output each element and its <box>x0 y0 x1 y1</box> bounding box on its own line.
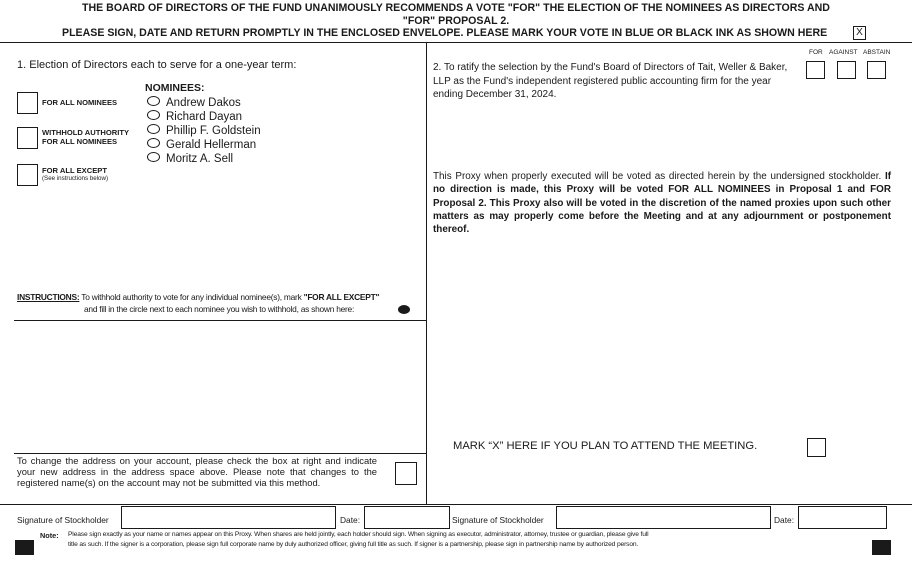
nominee-item[interactable] <box>147 110 242 124</box>
for-all-nominees-label: FOR ALL NOMINEES <box>42 98 118 107</box>
proxy-normal: This Proxy when properly executed will be voted as directed herein by the undersigned stockholder. <box>433 171 885 182</box>
instructions-divider <box>14 320 426 321</box>
date2-field[interactable] <box>798 506 887 529</box>
nominee-circle[interactable] <box>147 96 160 106</box>
nominee-circle[interactable] <box>147 124 160 134</box>
registration-mark-right <box>872 540 891 555</box>
col-against-label: AGAINST <box>829 49 858 56</box>
withhold-authority-label-1: WITHHOLD AUTHORITY <box>42 128 130 137</box>
address-divider <box>14 453 426 454</box>
nominee-circle[interactable] <box>147 138 160 148</box>
header-line-1: THE BOARD OF DIRECTORS OF THE FUND UNANIMOUSLY RECOMMENDS A VOTE "FOR" THE ELECTION OF THE NOMINEES AS DIRECTORS AND <box>82 2 830 14</box>
instructions-text-bold: "FOR ALL EXCEPT" <box>303 292 380 302</box>
nominee-name: Andrew Dakos <box>166 97 241 109</box>
nominee-circle[interactable] <box>147 110 160 120</box>
nominee-name: Gerald Hellerman <box>166 139 257 151</box>
header-line-2: "FOR" PROPOSAL 2. <box>402 14 510 27</box>
proposal2-text: 2. To ratify the selection by the Fund's Board of Directors of Tait, Weller & Baker, LLP as the Fund's independent registered public accounting firm for the year ending December 31, 2024. <box>433 62 788 100</box>
proposal2-for-checkbox[interactable] <box>806 61 825 79</box>
nominee-name: Moritz A. Sell <box>166 153 234 165</box>
nominee-item[interactable] <box>147 124 261 138</box>
withhold-authority-label-2: FOR ALL NOMINEES <box>42 137 118 146</box>
nominee-name: Richard Dayan <box>166 111 243 123</box>
address-change-checkbox[interactable] <box>395 462 417 485</box>
filled-circle-example-icon <box>398 305 410 314</box>
withhold-authority-checkbox[interactable] <box>17 127 38 149</box>
proposal2-against-checkbox[interactable] <box>837 61 856 79</box>
header <box>0 2 912 39</box>
date2-label: Date: <box>774 515 795 525</box>
nominee-item[interactable] <box>147 152 233 166</box>
proxy-statement <box>433 170 891 236</box>
center-divider <box>426 42 427 504</box>
nominees-label: NOMINEES: <box>145 82 205 94</box>
signature2-field[interactable] <box>556 506 771 529</box>
header-divider <box>0 42 912 43</box>
header-line-3: PLEASE SIGN, DATE AND RETURN PROMPTLY IN THE ENCLOSED ENVELOPE. PLEASE MARK YOUR VOTE IN BLUE OR BLACK INK AS SHOWN HERE <box>62 27 828 39</box>
for-all-except-label: FOR ALL EXCEPT <box>42 166 107 175</box>
proxy-bold: If no direction is made, this Proxy will be voted FOR ALL NOMINEES in Proposal 1 and FOR Proposal 2. This Proxy also will be voted in the discretion of the named proxies upon such other matters as may properly come before the Meeting and at any adjournment or postponement thereof. <box>433 171 891 236</box>
proposal1-title: 1. Election of Directors each to serve for a one-year term: <box>17 59 297 71</box>
signature2-label: Signature of Stockholder <box>452 515 544 525</box>
example-mark-box: X <box>853 26 866 40</box>
signature1-label: Signature of Stockholder <box>17 515 109 525</box>
col-for-label: FOR <box>809 49 823 56</box>
for-all-except-checkbox[interactable] <box>17 164 38 186</box>
note-label: Note: <box>40 531 59 540</box>
nominee-name: Phillip F. Goldstein <box>166 125 261 137</box>
instructions-line-1 <box>17 292 379 302</box>
for-all-except-note: (See instructions below) <box>42 175 109 182</box>
col-abstain-label: ABSTAIN <box>863 49 891 56</box>
attend-label: MARK “X” HERE IF YOU PLAN TO ATTEND THE MEETING. <box>453 440 758 452</box>
date1-label: Date: <box>340 515 361 525</box>
instructions-line-2: and fill in the circle next to each nominee you wish to withhold, as shown here: <box>84 304 355 314</box>
instructions-label: INSTRUCTIONS: <box>17 292 80 302</box>
address-change-text: To change the address on your account, please check the box at right and indicate your new address in the address space above. Please note that changes to the registered name(s) on the account may not be submitted via this method. <box>17 455 377 489</box>
signature1-field[interactable] <box>121 506 336 529</box>
nominee-item[interactable] <box>147 138 256 152</box>
instructions-text-1: To withhold authority to vote for any individual nominee(s), mark <box>79 292 304 302</box>
date1-field[interactable] <box>364 506 450 529</box>
for-all-nominees-checkbox[interactable] <box>17 92 38 114</box>
note-line-2: title as such. If the signer is a corporation, please sign full corporate name by duly authorized officer, giving full title as such. If signer is a partnership, please sign in partnership name by authorized person. <box>68 541 639 548</box>
note-line-1: Please sign exactly as your name or names appear on this Proxy. When shares are held jointly, each holder should sign. When signing as executor, administrator, attorney, trustee or guardian, please give full <box>68 531 649 538</box>
registration-mark-left <box>15 540 34 555</box>
proposal2-abstain-checkbox[interactable] <box>867 61 886 79</box>
attend-checkbox[interactable] <box>807 438 826 457</box>
signature-divider <box>0 504 912 505</box>
nominee-item[interactable] <box>147 96 241 110</box>
nominee-circle[interactable] <box>147 152 160 162</box>
